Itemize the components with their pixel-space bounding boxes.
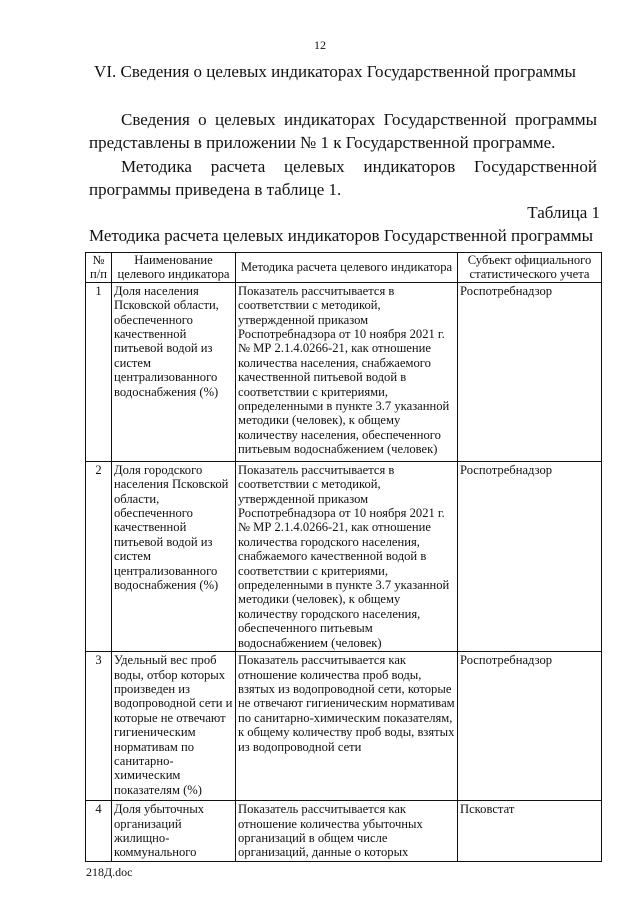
header-statistics-subject: Субъект официального статистического учета: [458, 253, 602, 283]
row-number: 1: [86, 282, 112, 461]
indicators-table: [85, 252, 602, 862]
section-title: VI. Сведения о целевых индикаторах Государственной программы: [94, 62, 576, 81]
header-indicator-name: Наименование целевого индикатора: [112, 253, 236, 283]
table-row: [86, 461, 602, 651]
row-number: 3: [86, 652, 112, 801]
paragraph-line: Методика расчета целевых индикаторов Государственной: [121, 157, 597, 176]
table-header-row: [86, 253, 602, 283]
footer-filename: 218Д.doc: [86, 865, 133, 879]
paragraph-line: программы приведена в таблице 1.: [89, 180, 342, 199]
table-caption: Методика расчета целевых индикаторов Государственной программы: [88, 226, 594, 245]
page-number: 12: [314, 38, 326, 52]
table-label: Таблица 1: [527, 203, 600, 222]
indicator-name: Доля населения Псковской области, обеспеченного качественной питьевой водой из систем централизованного водоснабжения (%): [112, 282, 236, 461]
calculation-method: Показатель рассчитывается как отношение количества проб воды, взятых из водопроводной сети, которые не отвечают гигиеническим нормативам по санитарно-химическим показателям, к общему количеству проб воды, взятых из водопроводной сети: [236, 652, 458, 801]
table-row: [86, 801, 602, 862]
paragraph-method-reference: [89, 155, 597, 201]
calculation-method: Показатель рассчитывается в соответствии с методикой, утвержденной приказом Роспотребнадзора от 10 ноября 2021 г. № МР 2.1.4.0266-21, как отношение количества городского населения, снабжаемого качественной водой в соответствии с критериями, определенными в пункте 3.7 указанной методики (человек), к общему количеству городского населения, обеспеченного питьевым водоснабжением (человек): [236, 461, 458, 651]
table-row: [86, 282, 602, 461]
statistics-subject: Псковстат: [458, 801, 602, 862]
row-number: 4: [86, 801, 112, 862]
statistics-subject: Роспотребнадзор: [458, 282, 602, 461]
row-number: 2: [86, 461, 112, 651]
header-number: № п/п: [86, 253, 112, 283]
indicator-name: Удельный вес проб воды, отбор которых произведен из водопроводной сети и которые не отвечают гигиеническим нормативам по санитарно-химическим показателям (%): [112, 652, 236, 801]
table-row: [86, 652, 602, 801]
calculation-method: Показатель рассчитывается как отношение количества убыточных организаций в общем числе организаций, данные о которых: [236, 801, 458, 862]
indicator-name: Доля городского населения Псковской области, обеспеченного качественной питьевой водой из систем централизованного водоснабжения (%): [112, 461, 236, 651]
indicator-name: Доля убыточных организаций жилищно-коммунального: [112, 801, 236, 862]
paragraph-line: Сведения о целевых индикаторах Государственной программы: [121, 110, 597, 129]
calculation-method: Показатель рассчитывается в соответствии с методикой, утвержденной приказом Роспотребнадзора от 10 ноября 2021 г. № МР 2.1.4.0266-21, как отношение количества населения, снабжаемого качественной питьевой водой в соответствии с критериями, определенными в пункте 3.7 указанной методики (человек), к общему количеству населения, обеспеченного питьевым водоснабжением (человек): [236, 282, 458, 461]
paragraph-line: представлены в приложении № 1 к Государственной программе.: [89, 133, 556, 152]
paragraph-appendix-reference: [89, 108, 597, 154]
statistics-subject: Роспотребнадзор: [458, 652, 602, 801]
statistics-subject: Роспотребнадзор: [458, 461, 602, 651]
header-calculation-method: Методика расчета целевого индикатора: [236, 253, 458, 283]
